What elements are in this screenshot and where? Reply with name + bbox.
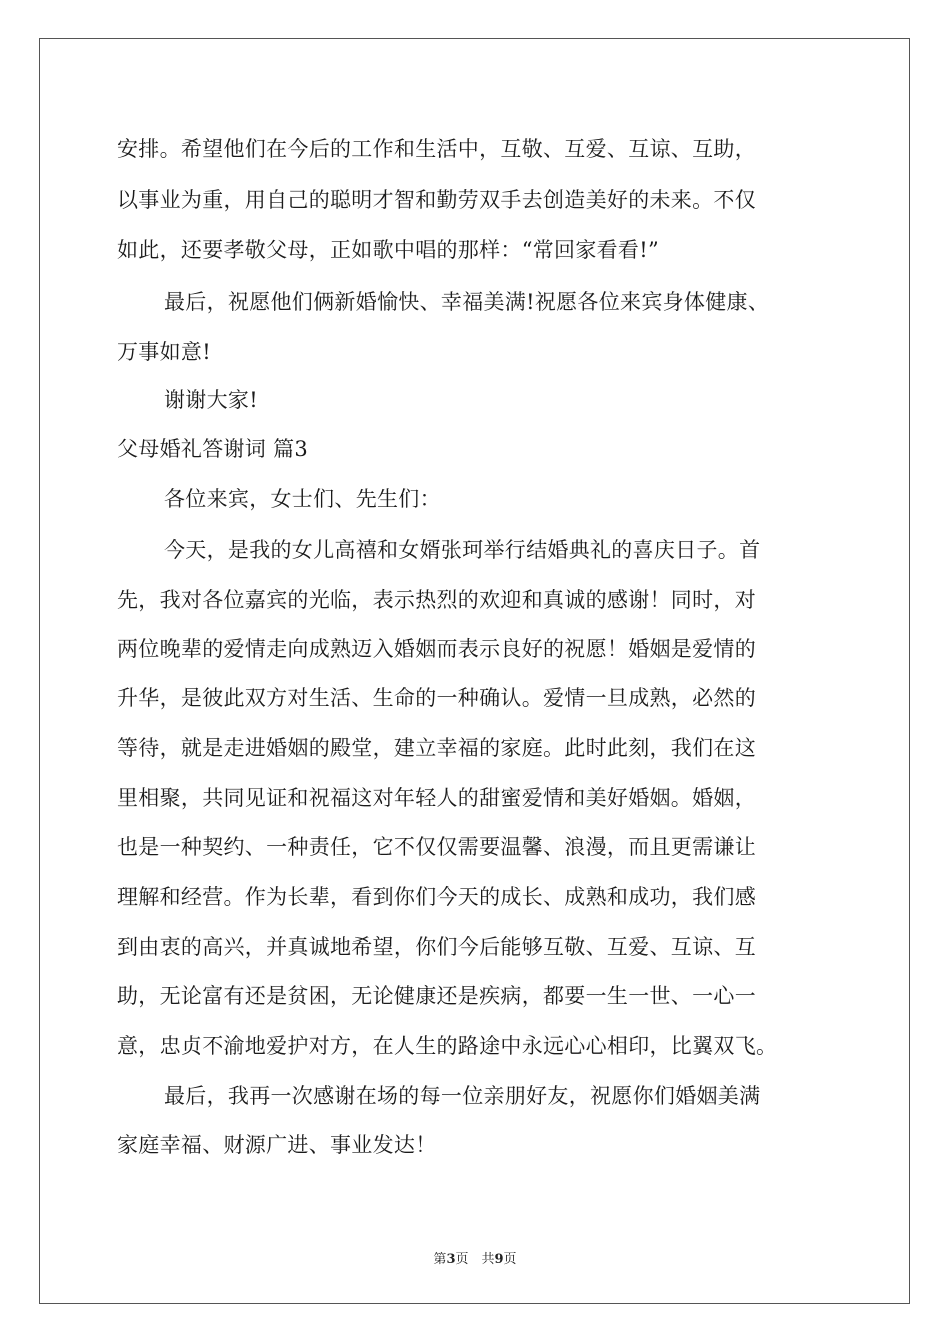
text-line: 也是一种契约、一种责任，它不仅仅需要温馨、浪漫，而且更需谦让: [117, 835, 756, 859]
page-border: [39, 38, 910, 1304]
text-line: 家庭幸福、财源广进、事业发达！: [117, 1133, 437, 1157]
salutation: 各位来宾，女士们、先生们：: [164, 487, 441, 511]
paragraph-start: 最后，我再一次感谢在场的每一位亲朋好友，祝愿你们婚姻美满: [164, 1084, 761, 1108]
footer-suffix: 页: [503, 1252, 517, 1267]
text-line: 助，无论富有还是贫困，无论健康还是疾病，都要一生一世、一心一: [117, 984, 756, 1008]
text-line: 到由衷的高兴，并真诚地希望，你们今后能够互敬、互爱、互谅、互: [117, 935, 756, 959]
paragraph-start: 最后，祝愿他们俩新婚愉快、幸福美满!祝愿各位来宾身体健康、: [164, 290, 770, 314]
page-footer: [0, 1248, 950, 1267]
text-line: 等待，就是走进婚姻的殿堂，建立幸福的家庭。此时此刻，我们在这: [117, 736, 756, 760]
text-line: 理解和经营。作为长辈，看到你们今天的成长、成熟和成功，我们感: [117, 885, 756, 909]
footer-mid: 页 共: [455, 1252, 495, 1267]
text-line: 如此，还要孝敬父母，正如歌中唱的那样：“常回家看看!”: [117, 238, 660, 262]
text-line: 万事如意!: [117, 340, 211, 364]
text-line: 安排。希望他们在今后的工作和生活中，互敬、互爱、互谅、互助，: [117, 137, 756, 161]
paragraph-start: 今天，是我的女儿高禧和女婿张珂举行结婚典礼的喜庆日子。首: [164, 538, 761, 562]
text-line: 升华，是彼此双方对生活、生命的一种确认。爱情一旦成熟，必然的: [117, 686, 756, 710]
paragraph-start: 谢谢大家!: [164, 388, 258, 412]
text-line: 里相聚，共同见证和祝福这对年轻人的甜蜜爱情和美好婚姻。婚姻，: [117, 786, 756, 810]
footer-prefix: 第: [433, 1252, 447, 1267]
text-line: 以事业为重，用自己的聪明才智和勤劳双手去创造美好的未来。不仅: [117, 188, 756, 212]
text-line: 意，忠贞不渝地爱护对方，在人生的路途中永远心心相印，比翼双飞。: [117, 1034, 778, 1058]
text-line: 先，我对各位嘉宾的光临，表示热烈的欢迎和真诚的感谢！同时，对: [117, 588, 756, 612]
section-heading: 父母婚礼答谢词 篇3: [117, 437, 309, 461]
page-total: 9: [494, 1252, 504, 1267]
text-line: 两位晚辈的爱情走向成熟迈入婚姻而表示良好的祝愿！婚姻是爱情的: [117, 637, 756, 661]
page-current: 3: [446, 1252, 456, 1267]
